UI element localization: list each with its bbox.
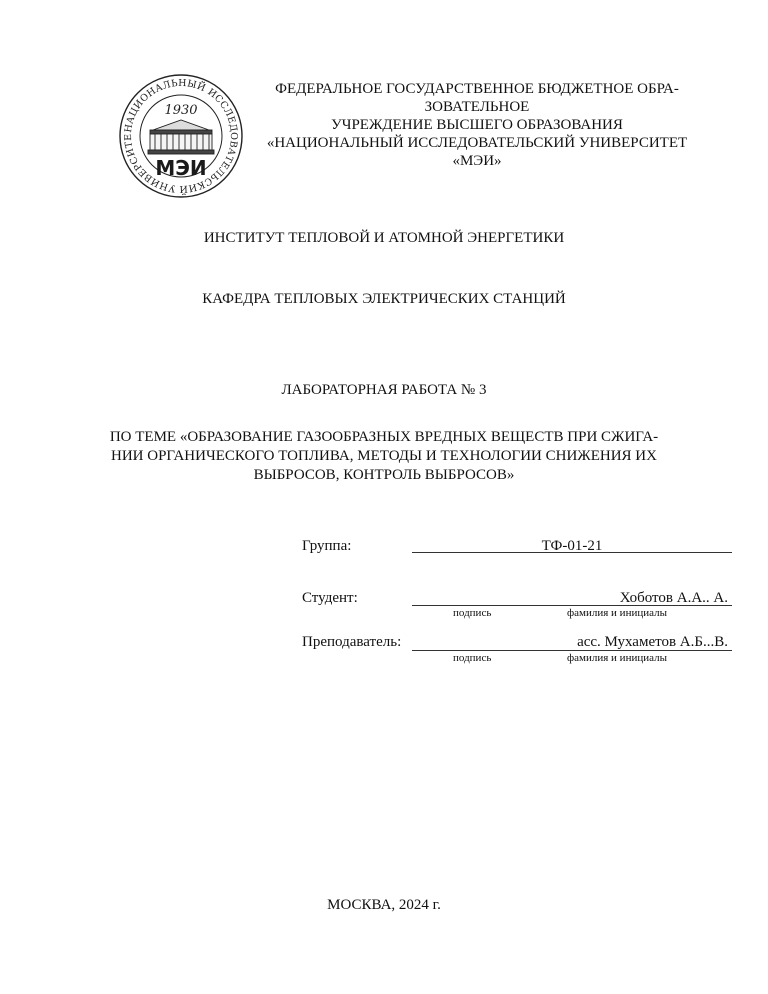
group-underline bbox=[412, 552, 732, 553]
header-line: «МЭИ» bbox=[452, 153, 502, 169]
topic-line: ВЫБРОСОВ, КОНТРОЛЬ ВЫБРОСОВ» bbox=[253, 467, 515, 483]
student-underline bbox=[412, 605, 732, 606]
department-name: КАФЕДРА ТЕПЛОВЫХ ЭЛЕКТРИЧЕСКИХ СТАНЦИЙ bbox=[202, 291, 566, 307]
university-header bbox=[232, 80, 722, 170]
lab-work-title: ЛАБОРАТОРНАЯ РАБОТА № 3 bbox=[281, 382, 487, 398]
student-sign-caption: подпись bbox=[453, 607, 492, 619]
header-line: «НАЦИОНАЛЬНЫЙ ИССЛЕДОВАТЕЛЬСКИЙ УНИВЕРСИТЕТ bbox=[266, 135, 688, 151]
header-line: ФЕДЕРАЛЬНОЕ ГОСУДАРСТВЕННОЕ БЮДЖЕТНОЕ ОБРА- bbox=[275, 81, 679, 97]
student-label: Студент: bbox=[302, 590, 358, 606]
building-icon bbox=[148, 120, 214, 154]
emblem-ring-text: НАЦИОНАЛЬНЫЙ ИССЛЕДОВАТЕЛЬСКИЙ УНИВЕРСИТЕ bbox=[122, 77, 240, 195]
teacher-name: асс. Мухаметов А.Б...В. bbox=[577, 634, 728, 650]
emblem-year: 1930 bbox=[164, 103, 198, 118]
university-emblem bbox=[117, 72, 245, 200]
header-line: УЧРЕЖДЕНИЕ ВЫСШЕГО ОБРАЗОВАНИЯ bbox=[331, 117, 623, 133]
teacher-underline bbox=[412, 650, 732, 651]
group-value: ТФ-01-21 bbox=[541, 538, 603, 554]
student-name: Хоботов А.А.. А. bbox=[619, 590, 728, 606]
teacher-name-caption: фамилия и инициалы bbox=[567, 652, 667, 664]
institute-name: ИНСТИТУТ ТЕПЛОВОЙ И АТОМНОЙ ЭНЕРГЕТИКИ bbox=[203, 230, 565, 246]
topic-line: ПО ТЕМЕ «ОБРАЗОВАНИЕ ГАЗООБРАЗНЫХ ВРЕДНЫХ ВЕЩЕСТВ ПРИ СЖИГА- bbox=[109, 429, 659, 445]
group-label: Группа: bbox=[302, 538, 352, 554]
header-line: ЗОВАТЕЛЬНОЕ bbox=[424, 99, 530, 115]
topic-line: НИИ ОРГАНИЧЕСКОГО ТОПЛИВА, МЕТОДЫ И ТЕХНОЛОГИИ СНИЖЕНИЯ ИХ bbox=[111, 448, 657, 464]
city-year: МОСКВА, 2024 г. bbox=[327, 897, 441, 913]
emblem-seal-icon bbox=[117, 72, 245, 200]
emblem-logo: МЭИ bbox=[155, 156, 207, 180]
teacher-sign-caption: подпись bbox=[453, 652, 492, 664]
lab-topic bbox=[100, 428, 668, 485]
teacher-label: Преподаватель: bbox=[302, 634, 402, 650]
student-name-caption: фамилия и инициалы bbox=[567, 607, 667, 619]
